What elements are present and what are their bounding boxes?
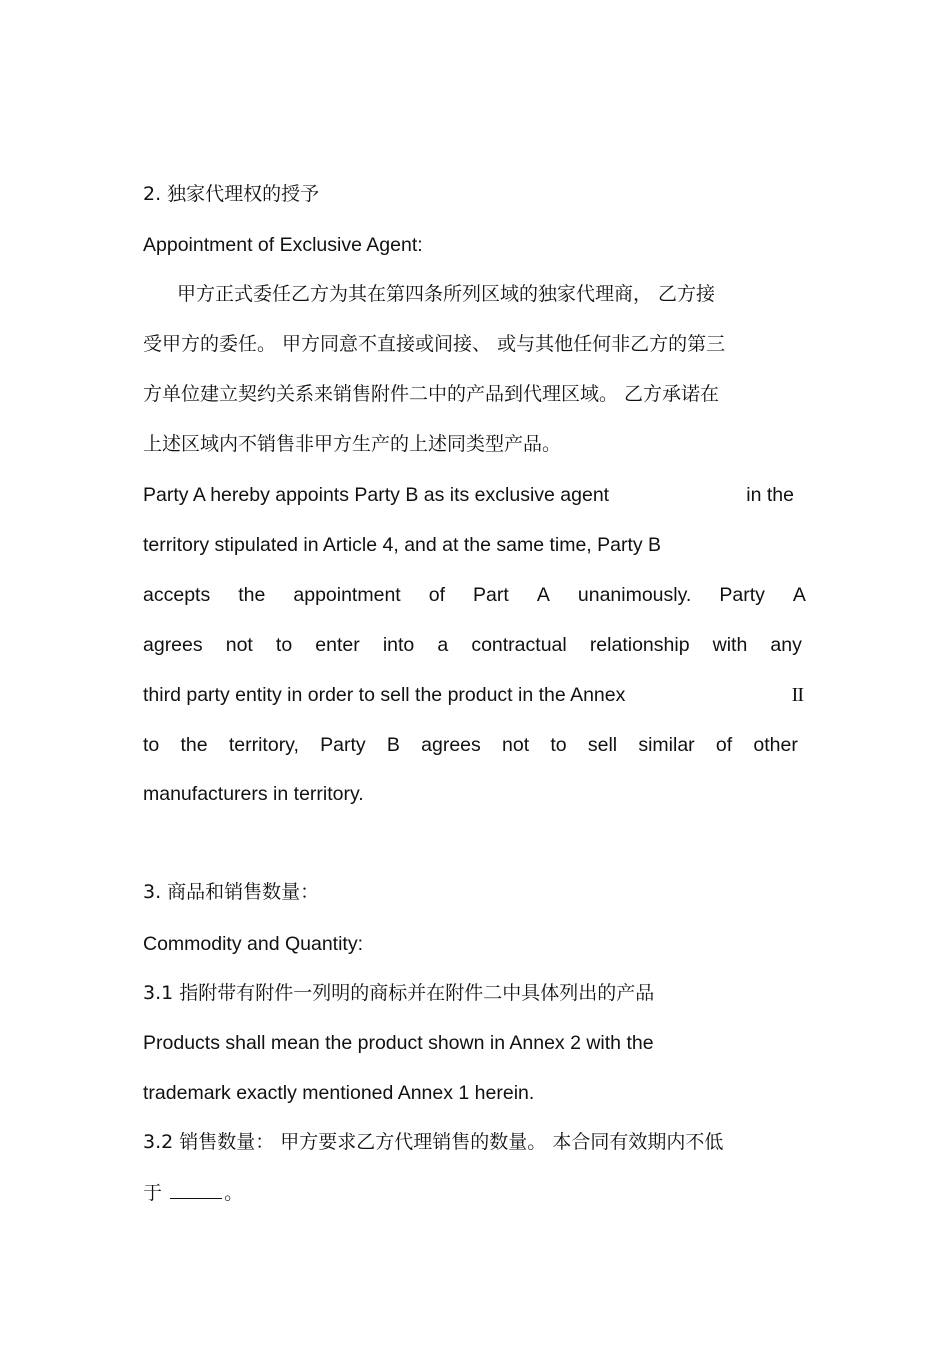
section-2-cn-line-4: 上述区域内不销售非甲方生产的上述同类型产品。 <box>143 433 562 455</box>
section-2-en-line-3 <box>143 580 806 610</box>
quantity-blank <box>170 1180 222 1199</box>
word: A <box>792 584 806 606</box>
word: A <box>536 584 550 606</box>
item-3-2-cn-line-2 <box>143 1178 243 1208</box>
item-3-1-cn: 3.1 指附带有附件一列明的商标并在附件二中具体列出的产品 <box>143 982 655 1004</box>
item-3-2-prefix: 于 <box>143 1182 163 1204</box>
annex-roman-numeral: II <box>791 684 803 706</box>
section-2-heading-en: Appointment of Exclusive Agent: <box>143 234 423 256</box>
section-2-cn-line-2: 受甲方的委任。 甲方同意不直接或间接、 或与其他任何非乙方的第三 <box>143 333 726 355</box>
section-2-en-line-4 <box>143 630 802 660</box>
word: with <box>712 634 748 656</box>
word: relationship <box>589 634 690 656</box>
word: not <box>225 634 253 656</box>
word: of <box>715 734 733 756</box>
word: Part <box>473 584 509 606</box>
section-2-en-line-6 <box>143 730 798 760</box>
word: not <box>502 734 530 756</box>
item-3-1-en-line-1: Products shall mean the product shown in Annex 2 with the <box>143 1032 654 1054</box>
word: appointment <box>293 584 401 606</box>
word: any <box>770 634 802 656</box>
word: into <box>382 634 415 656</box>
en-line-5-left: third party entity in order to sell the product in the Annex <box>143 684 626 706</box>
word: B <box>386 734 400 756</box>
section-2-en-line-1 <box>143 480 794 510</box>
word: agrees <box>143 634 203 656</box>
en-line-1-right: in the <box>746 484 794 506</box>
word: Party <box>320 734 366 756</box>
section-2-cn-line-1: 甲方正式委任乙方为其在第四条所列区域的独家代理商， 乙方接 <box>177 283 716 305</box>
section-3-heading: 3. 商品和销售数量： <box>143 881 320 903</box>
word: contractual <box>471 634 567 656</box>
word: to <box>143 734 160 756</box>
word: the <box>238 584 266 606</box>
word: to <box>275 634 293 656</box>
word: of <box>428 584 445 606</box>
section-2-en-line-7: manufacturers in territory. <box>143 783 364 805</box>
section-2-heading: 2. 独家代理权的授予 <box>143 183 320 205</box>
word: similar <box>638 734 695 756</box>
section-2-en-line-5 <box>143 680 803 710</box>
word: enter <box>315 634 360 656</box>
en-line-1-left: Party A hereby appoints Party B as its exclusive agent <box>143 484 610 506</box>
section-2-cn-line-3: 方单位建立契约关系来销售附件二中的产品到代理区域。 乙方承诺在 <box>143 383 720 405</box>
word: sell <box>587 734 618 756</box>
word: territory, <box>228 734 299 756</box>
word: other <box>753 734 798 756</box>
item-3-2-suffix: 。 <box>224 1182 244 1204</box>
section-3-heading-en: Commodity and Quantity: <box>143 933 364 955</box>
word: accepts <box>143 584 211 606</box>
word: agrees <box>421 734 481 756</box>
item-3-1-en-line-2: trademark exactly mentioned Annex 1 herein. <box>143 1082 535 1104</box>
word: a <box>437 634 449 656</box>
word: Party <box>719 584 765 606</box>
section-2-en-line-2: territory stipulated in Article 4, and at the same time, Party B <box>143 534 662 556</box>
word: the <box>180 734 208 756</box>
item-3-2-cn-line-1: 3.2 销售数量： 甲方要求乙方代理销售的数量。 本合同有效期内不低 <box>143 1131 724 1153</box>
word: unanimously. <box>577 584 692 606</box>
word: to <box>550 734 567 756</box>
